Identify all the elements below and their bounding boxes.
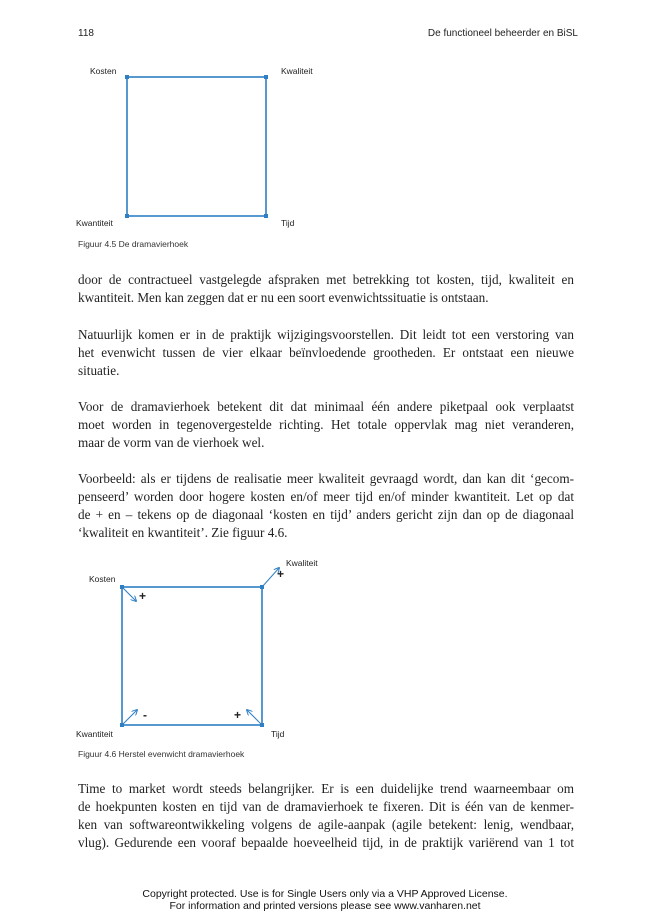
text-line: de + en – tekens op de diagonaal ‘kosten en tijd’ anders gericht zijn dan op de diagonaal xyxy=(78,507,574,522)
footer-line-2: For information and printed versions please see www.vanharen.net xyxy=(169,900,481,912)
label-kosten: Kosten xyxy=(89,574,116,584)
label-kwantiteit: Kwantiteit xyxy=(76,218,113,228)
text-line: ken van softwareontwikkeling volgens de agile-aanpak (agile betekent: lenig, wendbaar, xyxy=(78,817,574,832)
label-kwantiteit: Kwantiteit xyxy=(76,729,113,739)
text-line: situatie. xyxy=(78,363,120,378)
running-title: De functioneel beheerder en BiSL xyxy=(427,28,578,39)
sign-tijd: + xyxy=(234,708,242,722)
arrow-kosten xyxy=(123,588,136,601)
page-number: 118 xyxy=(78,28,94,39)
figure-caption: Figuur 4.6 Herstel evenwicht dramavierhoek xyxy=(78,749,245,759)
text-line: kwantiteit. Men kan zeggen dat er nu een soort evenwichtssituatie is ontstaan. xyxy=(78,290,489,305)
label-kwaliteit: Kwaliteit xyxy=(286,558,318,568)
arrow-kwantiteit xyxy=(123,710,137,724)
paragraph-5 xyxy=(78,780,574,852)
text-line: moet worden in tegenovergestelde richting. Het totale oppervlak mag niet veranderen, xyxy=(78,417,574,432)
herstel-square xyxy=(122,587,262,725)
text-line: Voor de dramavierhoek betekent dit dat minimaal één andere piketpaal ook verplaatst xyxy=(78,399,574,414)
sign-kosten: + xyxy=(139,589,147,603)
text-line: Time to market wordt steeds belangrijker. Er is een duidelijke trend waarneembaar om xyxy=(78,781,574,796)
sign-kwantiteit: - xyxy=(143,708,147,722)
text-line: penseerd’ worden door hogere kosten en/of meer tijd en/of minder kwantiteit. Let op dat xyxy=(78,489,574,504)
label-tijd: Tijd xyxy=(271,729,285,739)
text-line: vlug). Gedurende een vooraf bepaalde hoeveelheid tijd, in de praktijk variërend van 1 tot xyxy=(78,835,574,850)
text-line: de hoekpunten kosten en tijd van de dramavierhoek te fixeren. Dit is één van de kenmer- xyxy=(78,799,574,814)
copyright-footer xyxy=(0,888,650,912)
text-line: Voorbeeld: als er tijdens de realisatie meer kwaliteit gevraagd wordt, dan kan dit ‘gecom- xyxy=(78,471,574,486)
arrow-tijd xyxy=(247,710,261,724)
footer-line-1: Copyright protected. Use is for Single Users only via a VHP Approved License. xyxy=(142,888,508,900)
label-kosten: Kosten xyxy=(90,66,117,76)
text-line: Natuurlijk komen er in de praktijk wijzigingsvoorstellen. Dit leidt tot een verstoring van xyxy=(78,327,574,342)
sign-kwaliteit: + xyxy=(277,567,285,581)
text-line: maar de vorm van de vierhoek wel. xyxy=(78,435,265,450)
text-line: door de contractueel vastgelegde afspraken met betrekking tot kosten, tijd, kwaliteit en xyxy=(78,272,574,287)
text-line: ‘kwaliteit en kwantiteit’. Zie figuur 4.6. xyxy=(78,525,288,540)
label-kwaliteit: Kwaliteit xyxy=(281,66,313,76)
figure-caption: Figuur 4.5 De dramavierhoek xyxy=(78,239,189,249)
label-tijd: Tijd xyxy=(281,218,295,228)
text-line: het evenwicht tussen de vier elkaar beïnvloedende grootheden. Er ontstaat een nieuwe xyxy=(78,345,574,360)
